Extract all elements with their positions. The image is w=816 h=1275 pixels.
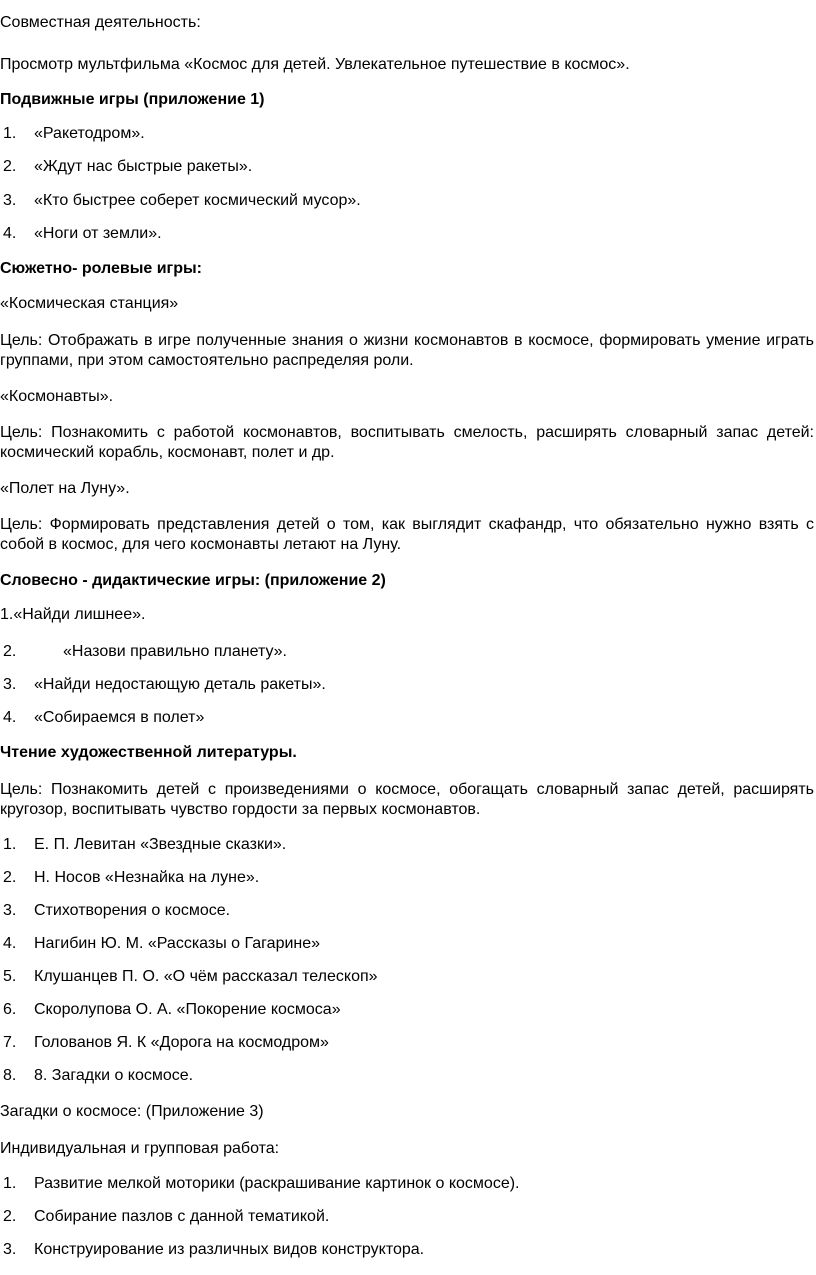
list-number: 2.: [3, 869, 17, 886]
list-text: Е. П. Левитан «Звездные сказки».: [34, 836, 287, 853]
list-number: 3.: [3, 902, 17, 919]
heading-didactic-games: Словесно - дидактические игры: (приложение 2): [0, 572, 386, 589]
list-number: 7.: [3, 1034, 17, 1051]
heading-individual-work: Индивидуальная и групповая работа:: [0, 1140, 280, 1157]
game-title-cosmonauts: «Космонавты».: [0, 388, 114, 405]
list-text: «Кто быстрее соберет космический мусор».: [34, 192, 361, 209]
heading-reading: Чтение художественной литературы.: [0, 744, 297, 761]
list-number: 4.: [3, 709, 17, 726]
riddles-line: Загадки о космосе: (Приложение 3): [0, 1103, 264, 1120]
list-text: «Ракетодром».: [34, 125, 145, 142]
list-number: 1.: [3, 1175, 17, 1192]
heading-mobile-games: Подвижные игры (приложение 1): [0, 91, 265, 108]
list-number: 3.: [3, 676, 17, 693]
reading-goal: Цель: Познакомить детей с произведениями о космосе, обогащать словарный запас детей, расширять кругозор, воспитывать чувство гордости за первых космонавтов.: [0, 781, 814, 818]
list-number: 8.: [3, 1067, 17, 1084]
list-text: Клушанцев П. О. «О чём рассказал телескоп»: [34, 968, 378, 985]
list-text: Собирание пазлов с данной тематикой.: [34, 1208, 330, 1225]
didactic-item-1: 1.«Найди лишнее».: [0, 606, 146, 623]
list-text: Нагибин Ю. М. «Рассказы о Гагарине»: [34, 935, 321, 952]
goal-cosmonauts: Цель: Познакомить с работой космонавтов, воспитывать смелость, расширять словарный запас детей: космический корабль, космонавт, полет и др.: [0, 424, 814, 461]
goal-space-station: Цель: Отображать в игре полученные знания о жизни космонавтов в космосе, формировать умение играть группами, при этом самостоятельно распределяя роли.: [0, 332, 814, 369]
list-number: 6.: [3, 1001, 17, 1018]
list-text: «Собираемся в полет»: [34, 709, 205, 726]
list-number: 4.: [3, 935, 17, 952]
list-number: 3.: [3, 192, 17, 209]
list-number: 3.: [3, 1241, 17, 1258]
list-text: Н. Носов «Незнайка на луне».: [34, 869, 260, 886]
cartoon-paragraph: Просмотр мультфильма «Космос для детей. Увлекательное путешествие в космос».: [0, 56, 630, 73]
list-text: Скоролупова О. А. «Покорение космоса»: [34, 1001, 341, 1018]
game-title-moon-flight: «Полет на Луну».: [0, 480, 130, 497]
list-text: Голованов Я. К «Дорога на космодром»: [34, 1034, 329, 1051]
list-number: 4.: [3, 225, 17, 242]
list-text: 8. Загадки о космосе.: [34, 1067, 194, 1084]
list-text: Конструирование из различных видов конструктора.: [34, 1241, 425, 1258]
list-number: 5.: [3, 968, 17, 985]
heading-role-games: Сюжетно- ролевые игры:: [0, 260, 202, 277]
list-text: «Ждут нас быстрые ракеты».: [34, 158, 253, 175]
list-text: «Назови правильно планету».: [63, 643, 287, 660]
list-number: 2.: [3, 158, 17, 175]
list-text: «Найди недостающую деталь ракеты».: [34, 676, 326, 693]
goal-moon-flight: Цель: Формировать представления детей о том, как выглядит скафандр, что обязательно нужно взять с собой в космос, для чего космонавты летают на Луну.: [0, 516, 814, 553]
list-text: Стихотворения о космосе.: [34, 902, 231, 919]
list-number: 1.: [3, 125, 17, 142]
list-text: «Ноги от земли».: [34, 225, 162, 242]
list-number: 2.: [3, 643, 17, 660]
section-title-joint-activity: Совместная деятельность:: [0, 14, 201, 31]
game-title-space-station: «Космическая станция»: [0, 295, 179, 312]
list-number: 2.: [3, 1208, 17, 1225]
list-number: 1.: [3, 836, 17, 853]
list-text: Развитие мелкой моторики (раскрашивание картинок о космосе).: [34, 1175, 520, 1192]
